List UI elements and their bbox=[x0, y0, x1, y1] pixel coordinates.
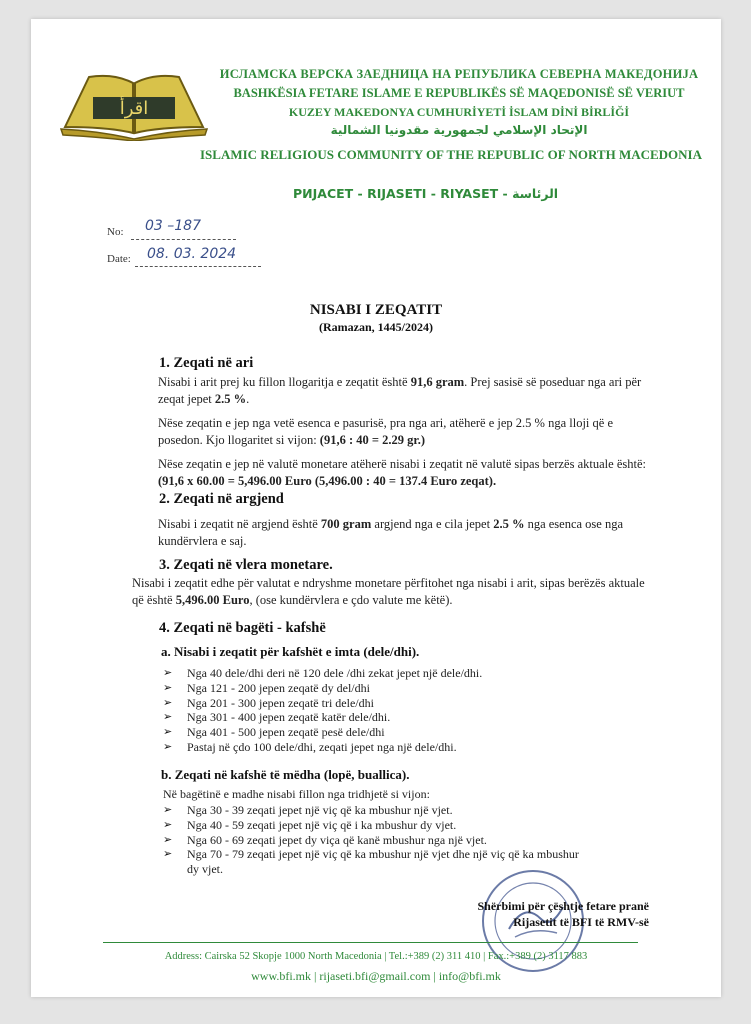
header-line-arabic: الإتحاد الإسلامي لجمهورية مقدونيا الشمالية bbox=[330, 123, 588, 137]
section-4b-intro: Në bagëtinë e madhe nisabi fillon nga tridhjetë si vijon: bbox=[163, 787, 430, 801]
document-subtitle: (Ramazan, 1445/2024) bbox=[319, 320, 433, 334]
footer-divider bbox=[103, 942, 638, 943]
arrow-bullet-icon: ➢ bbox=[163, 740, 173, 753]
large-animals-list bbox=[163, 803, 579, 877]
section-1-paragraph-3: Nëse zeqatin e jep në valutë monetare atëherë nisabi i zeqatit në valutë sipas berzës aktuale është: (91,6 x 60.00 = 5,496.00 Euro (5,496.00 : 40 = 137.4 Euro zeqat). bbox=[158, 457, 646, 488]
small-animals-list bbox=[163, 666, 482, 755]
section-4b-heading: b. Zeqati në kafshë të mëdha (lopë, buallica). bbox=[161, 767, 410, 782]
header-line-macedonian: ИСЛАМСКА ВЕРСКА ЗАЕДНИЦА НА РЕПУБЛИКА СЕВЕРНА МАКЕДОНИЈА bbox=[219, 67, 699, 81]
list-item: ➢ Nga 70 - 79 zeqati jepet një viç që ka mbushur një vjet dhe një viç që ka mbushur bbox=[163, 847, 579, 862]
riyaset-label: РИЈАСЕТ - RIJASETI - RIYASET - الرئاسة bbox=[293, 186, 559, 201]
signature-line-2: Rijasetit të BFI të RMV-së bbox=[513, 915, 649, 929]
arrow-bullet-icon: ➢ bbox=[163, 848, 173, 861]
document-page bbox=[31, 19, 721, 997]
list-item: ➢ Nga 40 dele/dhi deri në 120 dele /dhi zekat jepet një dele/dhi. bbox=[163, 666, 483, 680]
header-line-albanian: BASHKËSIA FETARE ISLAME E REPUBLIKËS SË MAQEDONISË SË VERIUT bbox=[233, 86, 685, 100]
arrow-bullet-icon: ➢ bbox=[163, 681, 173, 694]
list-item: ➢ Nga 40 - 59 zeqati jepet një viç që i ka mbushur dy vjet. bbox=[163, 817, 457, 832]
list-item: ➢ Nga 301 - 400 jepen zeqatë katër dele/dhi. bbox=[163, 710, 391, 725]
arrow-bullet-icon: ➢ bbox=[163, 696, 173, 709]
arrow-bullet-icon: ➢ bbox=[163, 726, 173, 739]
section-3-heading: 3. Zeqati në vlera monetare. bbox=[159, 557, 333, 573]
arrow-bullet-icon: ➢ bbox=[163, 818, 173, 831]
footer-contacts: www.bfi.mk | rijaseti.bfi@gmail.com | info@bfi.mk bbox=[251, 969, 501, 983]
list-item: ➢ Nga 60 - 69 zeqati jepet dy viça që kanë mbushur nga një vjet. bbox=[163, 832, 487, 847]
footer-address: Address: Cairska 52 Skopje 1000 North Macedonia | Tel.:+389 (2) 311 410 | Fax.:+389 (2) 3117 883 bbox=[164, 951, 588, 962]
list-item: ➢ Nga 121 - 200 jepen zeqatë dy del/dhi bbox=[163, 680, 370, 695]
section-3-paragraph: Nisabi i zeqatit edhe për valutat e ndryshme monetare përfitohet nga nisabi i arit, sipas berëzës aktuale që është 5,496.00 Euro, (ose kundërvlera e çdo valute me këtë). bbox=[132, 576, 645, 607]
section-2-paragraph: Nisabi i zeqatit në argjend është 700 gram argjend nga e cila jepet 2.5 % nga esenca ose nga kundërvlera e saj. bbox=[158, 517, 624, 548]
document-number: 03 –187 bbox=[145, 218, 201, 234]
section-1-paragraph-2: Nëse zeqatin e jep nga vetë esenca e pasurisë, pra nga ari, atëherë e jep 2.5 % nga lloji që e posedon. Kjo llogaritet si vijon: (91,6 : 40 = 2.29 gr.) bbox=[158, 416, 613, 447]
list-item: ➢ Nga 401 - 500 jepen zeqatë pesë dele/dhi bbox=[163, 725, 385, 740]
open-book-logo-icon bbox=[59, 69, 209, 141]
arrow-bullet-icon: ➢ bbox=[163, 667, 173, 679]
arrow-bullet-icon: ➢ bbox=[163, 711, 173, 724]
list-item: ➢ Pastaj në çdo 100 dele/dhi, zeqati jepet nga një dele/dhi. bbox=[163, 739, 457, 754]
no-underline bbox=[131, 239, 236, 240]
date-underline bbox=[135, 266, 261, 267]
logo-text: اقرأ bbox=[119, 98, 149, 119]
signature-line-1: Shërbimi për çështje fetare pranë bbox=[477, 899, 649, 913]
list-item: ➢ Nga 30 - 39 zeqati jepet një viç që ka mbushur një vjet. bbox=[163, 803, 453, 817]
header-line-english: ISLAMIC RELIGIOUS COMMUNITY OF THE REPUBLIC OF NORTH MACEDONIA bbox=[199, 147, 702, 162]
arrow-bullet-icon: ➢ bbox=[163, 804, 173, 816]
section-4a-heading: a. Nisabi i zeqatit për kafshët e imta (dele/dhi). bbox=[161, 644, 420, 659]
document-title: NISABI I ZEQATIT bbox=[309, 302, 443, 318]
section-1-paragraph-1: Nisabi i arit prej ku fillon llogaritja e zeqatit është 91,6 gram. Prej sasisë së poseduar nga ari për zeqat jepet 2.5 %. bbox=[158, 375, 642, 406]
section-2-heading: 2. Zeqati në argjend bbox=[159, 491, 284, 507]
section-1-heading: 1. Zeqati në ari bbox=[159, 355, 254, 371]
list-item: ➢ Nga 201 - 300 jepen zeqatë tri dele/dhi bbox=[163, 695, 374, 710]
arrow-bullet-icon: ➢ bbox=[163, 833, 173, 846]
section-4-heading: 4. Zeqati në bagëti - kafshë bbox=[159, 620, 326, 636]
header-line-turkish: KUZEY MAKEDONYA CUMHURİYETİ İSLAM DİNİ BİRLİĞİ bbox=[288, 105, 630, 119]
document-date: 08. 03. 2024 bbox=[147, 246, 237, 262]
no-label: No: bbox=[107, 226, 124, 238]
date-label: Date: bbox=[107, 253, 131, 265]
list-item: dy vjet. bbox=[187, 862, 223, 877]
